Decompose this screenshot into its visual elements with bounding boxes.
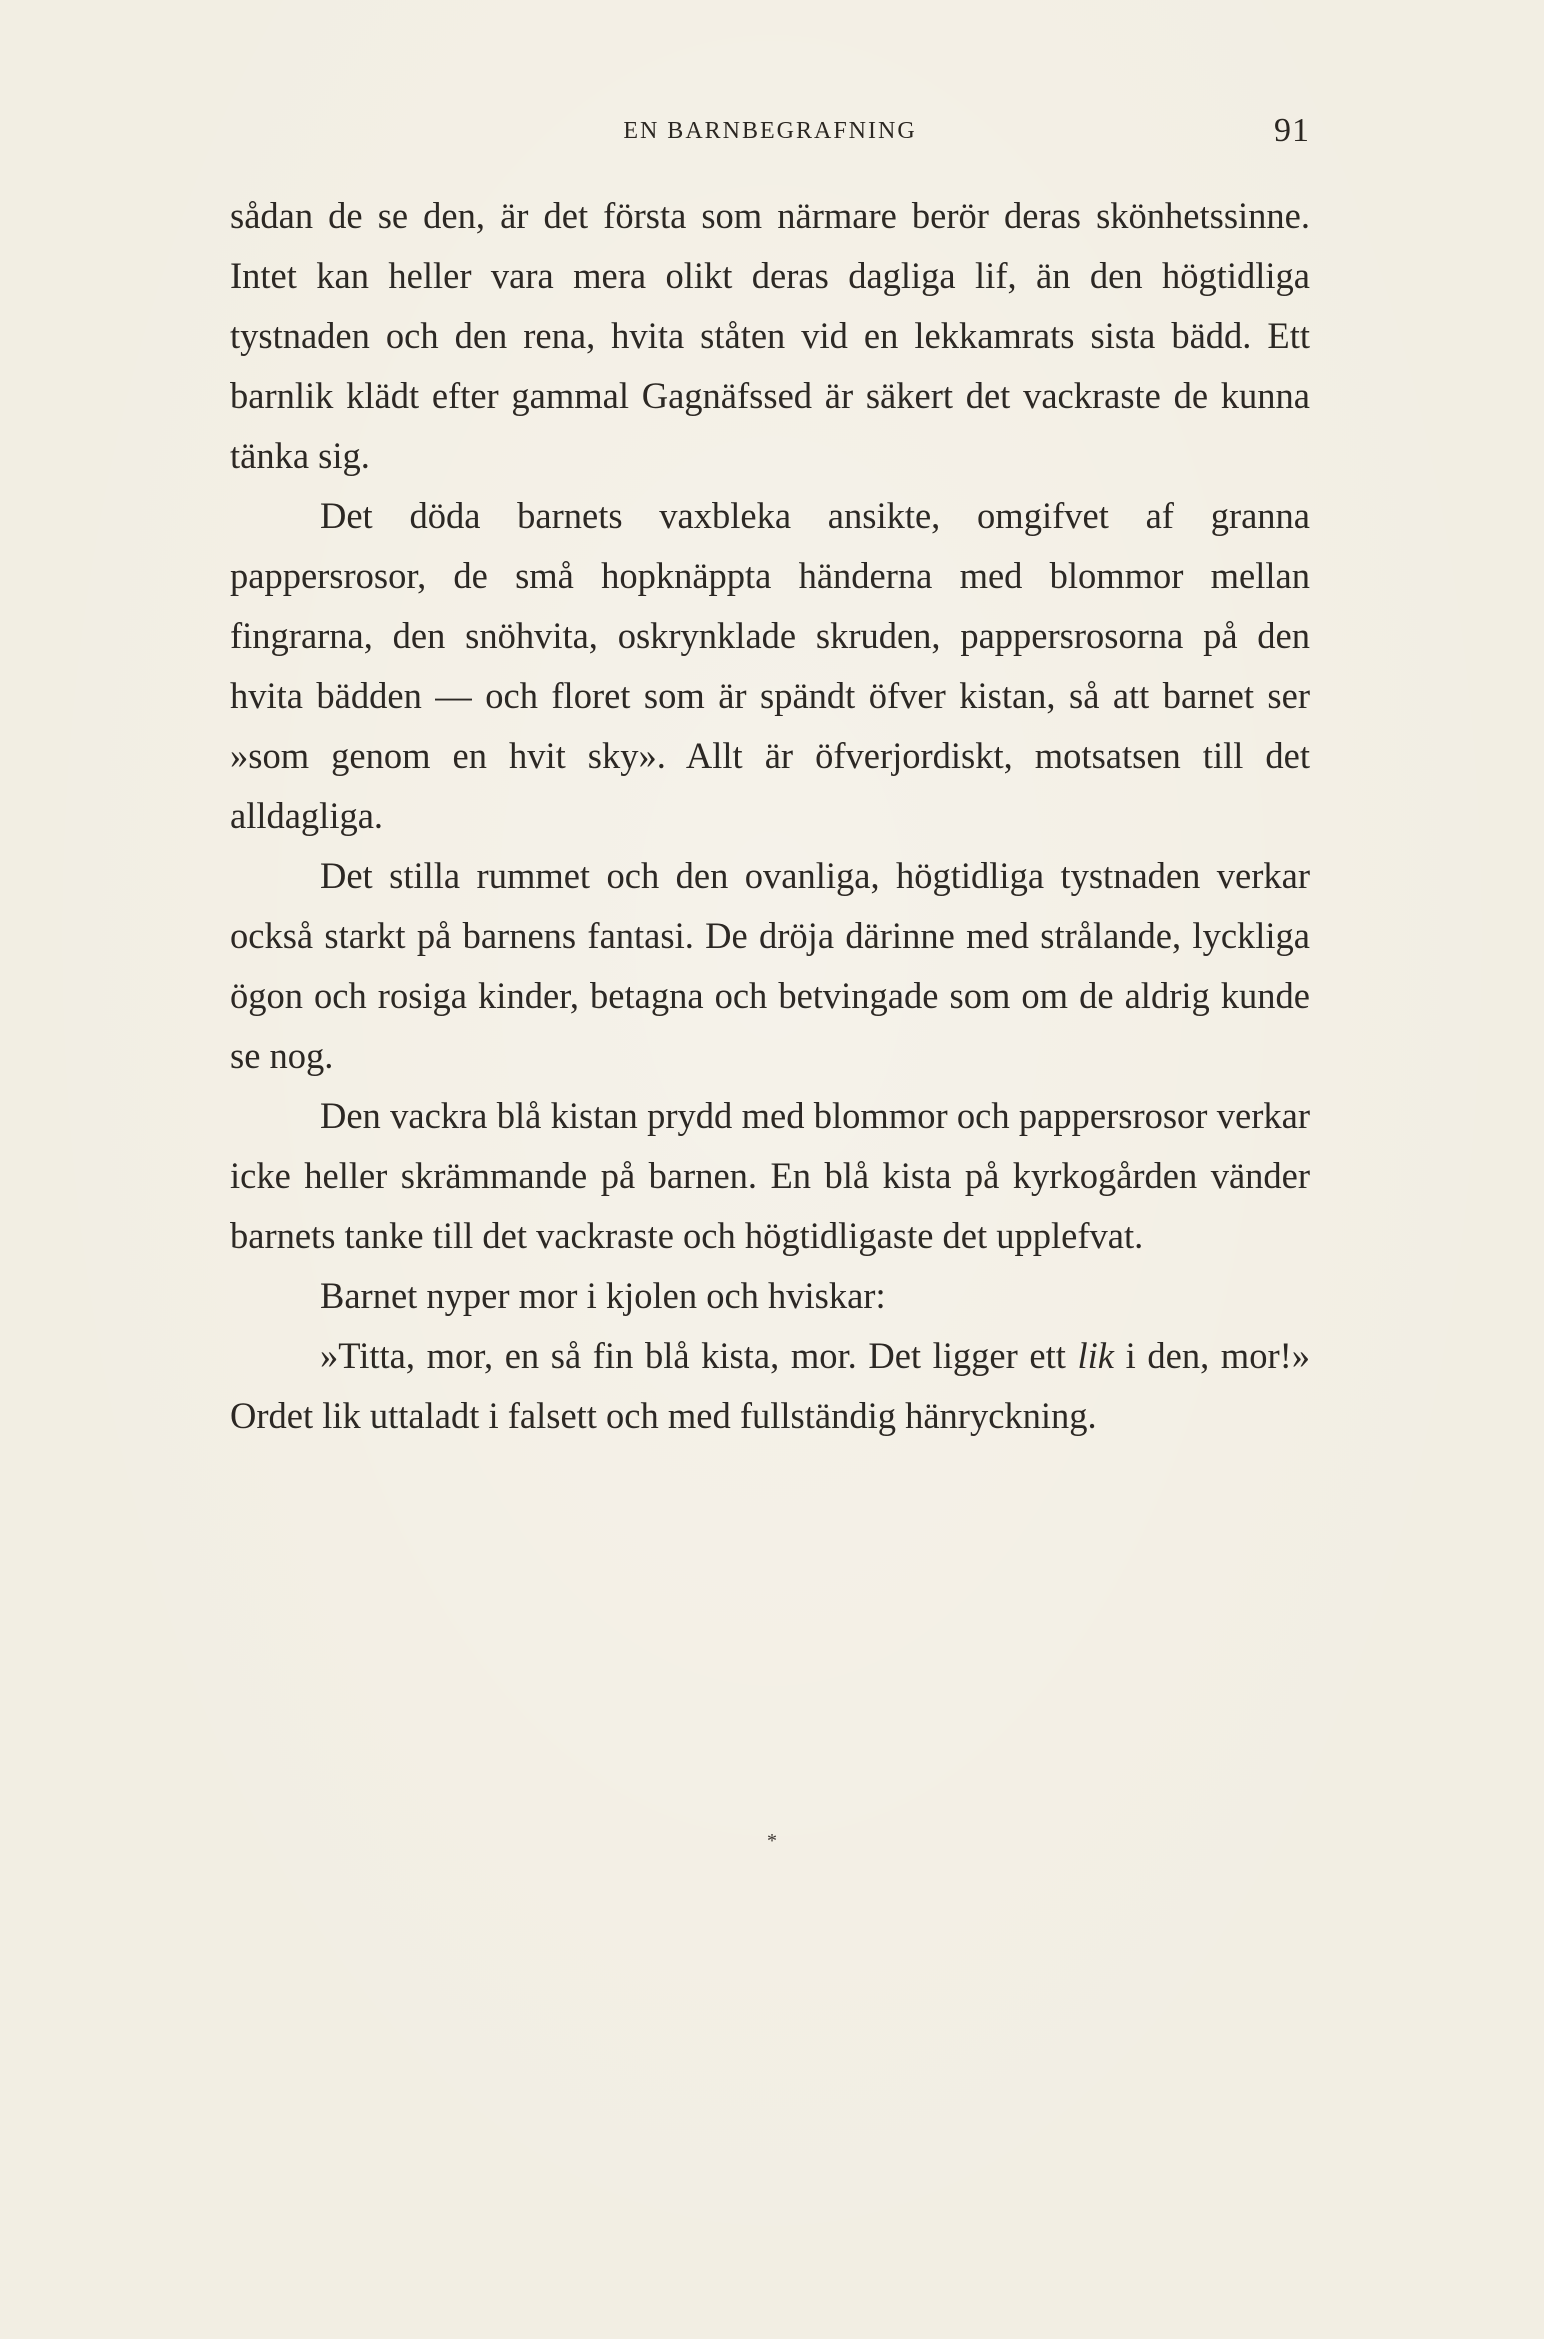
page-number: 91 [1274, 112, 1310, 149]
section-ornament: * [767, 1830, 777, 1852]
paragraph-6-before: »Titta, mor, en så fin blå kista, mor. Det ligger ett [320, 1335, 1078, 1376]
paragraph-6 [230, 1326, 1310, 1446]
paragraph-3: Det stilla rummet och den ovanliga, högtidliga tystnaden verkar också starkt på barnens fantasi. De dröja därinne med strålande, lyckliga ögon och rosiga kinder, betagna och betvingade som om de aldrig kunde se nog. [230, 855, 1310, 1076]
paragraph-2: Det döda barnets vaxbleka ansikte, omgifvet af granna pappersrosor, de små hopknäppta händerna med blommor mellan fingrarna, den snöhvita, oskrynklade skruden, pappersrosorna på den hvita bädden — och floret som är spändt öfver kistan, så att barnet ser »som genom en hvit sky». Allt är öfverjordiskt, motsatsen till det alldagliga. [230, 495, 1310, 836]
running-head: EN BARNBEGRAFNING [623, 118, 917, 144]
paragraph-6-after: i den, mor!» Ordet lik uttaladt i falsett och med fullständig hänryckning. [230, 1335, 1311, 1436]
paragraph-1: sådan de se den, är det första som närmare berör deras skönhetssinne. Intet kan heller vara mera olikt deras dagliga lif, än den högtidliga tystnaden och den rena, hvita ståten vid en lekkamrats sista bädd. Ett barnlik klädt efter gammal Gagnäfssed är säkert det vackraste de kunna tänka sig. [230, 195, 1310, 476]
paragraph-6-emphasis: lik [1077, 1335, 1114, 1376]
paragraph-5: Barnet nyper mor i kjolen och hviskar: [320, 1275, 886, 1316]
body-text [230, 186, 1310, 1446]
paragraph-4: Den vackra blå kistan prydd med blommor och pappersrosor verkar icke heller skrämmande på barnen. En blå kista på kyrkogården vänder barnets tanke till det vackraste och högtidligaste det upplefvat. [230, 1095, 1310, 1256]
page-header [230, 112, 1310, 152]
